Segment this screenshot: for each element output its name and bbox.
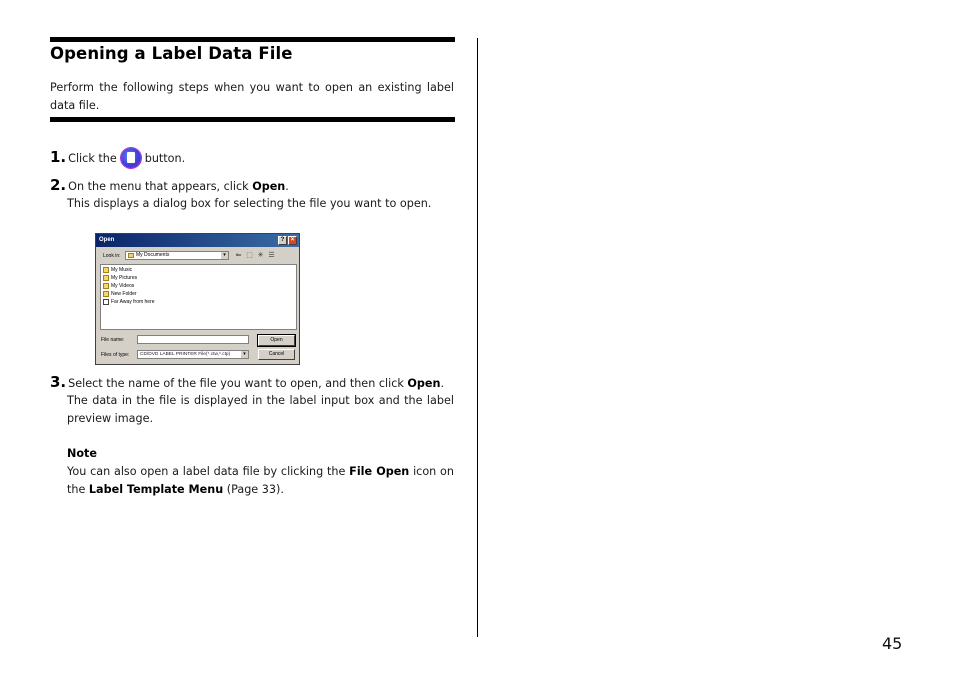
step-number: 3. [50, 373, 67, 391]
step-bold: Open [252, 180, 286, 193]
page-number: 45 [882, 634, 903, 653]
list-item[interactable] [103, 275, 137, 282]
view-menu-icon[interactable]: ☰ [268, 252, 275, 259]
step-3-detail: The data in the file is displayed in the label input box and the label preview image. [67, 394, 454, 425]
file-list[interactable] [100, 264, 297, 330]
open-dialog [95, 233, 300, 365]
step-3 [50, 373, 444, 393]
list-item-label: My Videos [111, 283, 135, 289]
step-2-detail: This displays a dialog box for selecting the file you want to open. [67, 197, 432, 210]
step-number: 1. [50, 148, 67, 166]
list-item[interactable] [103, 291, 137, 298]
list-item-label: My Pictures [111, 275, 138, 281]
close-button[interactable]: × [288, 236, 297, 245]
note-heading-text: Note [67, 447, 97, 460]
folder-icon [103, 267, 109, 273]
look-in-label: Look in: [103, 253, 121, 259]
file-type-value: CD/DVD LABEL PRINTER File(*.ctw,*.ctp) [140, 352, 231, 357]
new-file-circle-icon[interactable] [121, 148, 141, 168]
look-in-select[interactable] [125, 251, 229, 260]
top-rule [50, 37, 455, 42]
list-item-label: Far Away from here [111, 299, 155, 305]
list-item-label: My Music [111, 267, 133, 273]
note-body [67, 463, 454, 499]
folder-icon [103, 291, 109, 297]
step-text-end: button. [144, 152, 186, 165]
folder-icon [103, 275, 109, 281]
step-text-end: . [285, 180, 289, 193]
file-type-select[interactable] [137, 350, 249, 359]
note-bold: Label Template Menu [88, 483, 224, 496]
note-text: (Page 33). [223, 483, 284, 496]
dialog-titlebar [96, 234, 299, 247]
dialog-title: Open [99, 237, 115, 243]
step-text: Select the name of the file you want to open, and then click [68, 377, 408, 390]
look-in-value: My Documents [136, 252, 170, 258]
chevron-down-icon[interactable]: ▾ [221, 252, 228, 259]
folder-icon [128, 253, 134, 258]
step-bold: Open [407, 377, 441, 390]
step-text: Click the [68, 152, 117, 165]
page-title: Opening a Label Data File [50, 44, 293, 63]
chevron-down-icon[interactable]: ▾ [241, 351, 248, 358]
note-text: You can also open a label data file by clicking the [67, 465, 350, 478]
note-heading [67, 445, 454, 463]
list-item[interactable] [103, 267, 132, 274]
intro-text: Perform the following steps when you want to open an existing label data file. [50, 81, 454, 112]
step-1 [50, 148, 185, 169]
label-file-icon [103, 299, 109, 305]
new-folder-icon[interactable]: ✳ [257, 252, 264, 259]
step-text: On the menu that appears, click [68, 180, 253, 193]
step-text-end: . [440, 377, 445, 390]
list-item[interactable] [103, 299, 155, 306]
note-bold: File Open [349, 465, 410, 478]
help-button[interactable]: ? [278, 236, 287, 245]
step-2 [50, 176, 289, 196]
file-name-field[interactable] [137, 335, 249, 344]
section-rule [50, 117, 455, 122]
file-type-label: Files of type: [101, 352, 130, 358]
folder-icon [103, 283, 109, 289]
cancel-button[interactable]: Cancel [258, 349, 295, 360]
open-button[interactable]: Open [258, 335, 295, 346]
step-number: 2. [50, 176, 67, 194]
back-icon[interactable]: ⇐ [235, 252, 242, 259]
column-divider [477, 38, 478, 637]
list-item[interactable] [103, 283, 134, 290]
note-text: icon on the [67, 465, 454, 496]
up-folder-icon[interactable]: ⬚ [246, 252, 253, 259]
list-item-label: New Folder [111, 291, 137, 297]
file-name-label: File name: [101, 337, 125, 343]
